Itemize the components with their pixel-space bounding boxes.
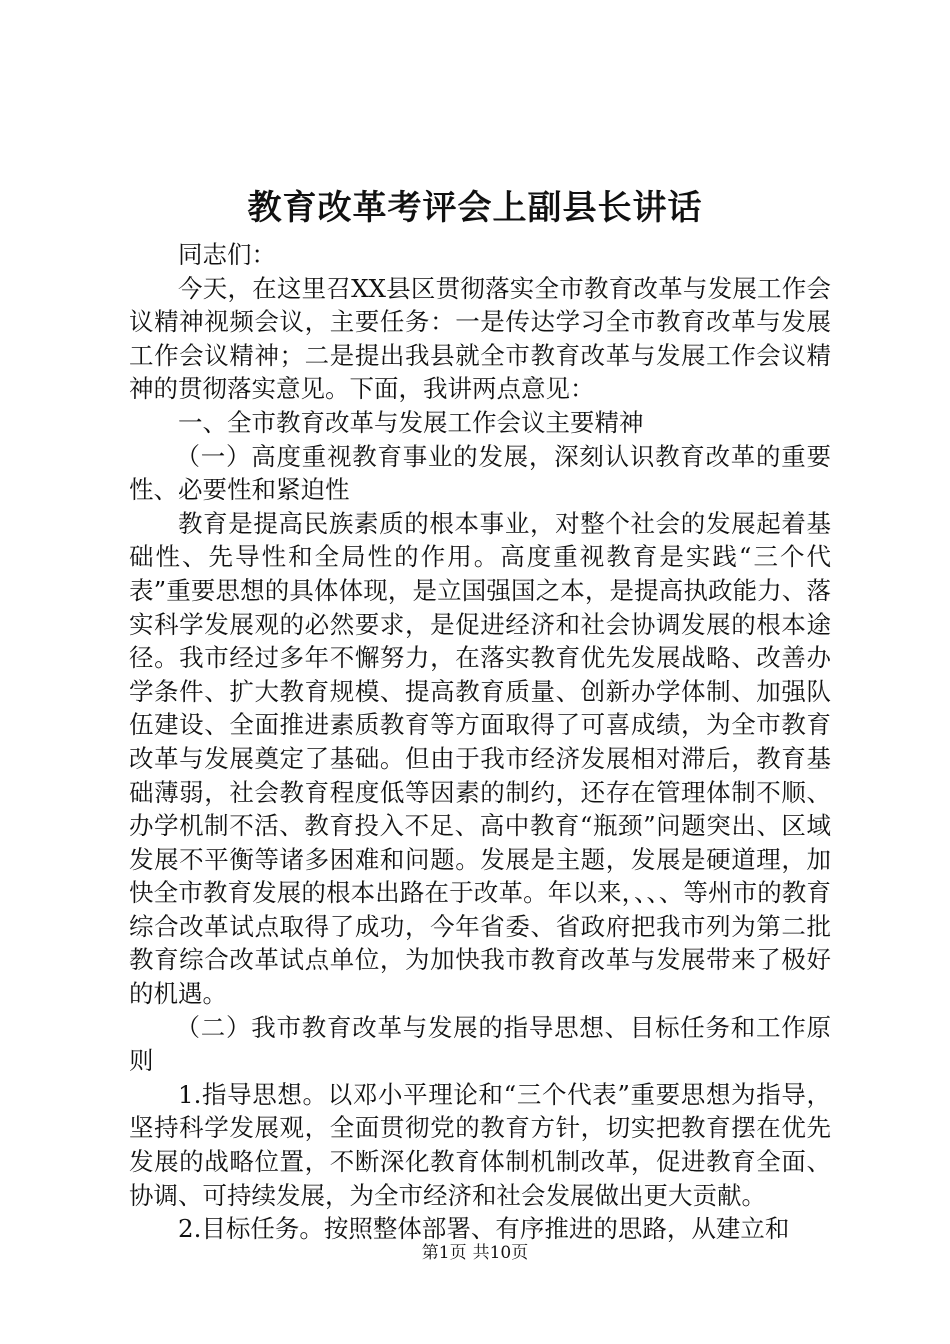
page-number: 第1页 [421,1243,467,1263]
page-footer [0,1242,950,1264]
subsection-heading-1: （一）高度重视教育事业的发展，深刻认识教育改革的重要性、必要性和紧迫性 [129,441,831,505]
subsection-heading-2: （二）我市教育改革与发展的指导思想、目标任务和工作原则 [129,1012,831,1076]
body-paragraph-2: 1.指导思想。以邓小平理论和“三个代表”重要思想为指导，坚持科学发展观，全面贯彻党的教育方针，切实把教育摆在优先发展的战略位置，不断深化教育体制机制改革，促进教育全面、协调、可持续发展，为全市经济和社会发展做出更大贡献。 [129,1079,831,1210]
body-paragraph-3: 2.目标任务。按照整体部署、有序推进的思路，从建立和 [178,1214,790,1244]
salutation-paragraph: 同志们： [178,240,276,269]
intro-paragraph: 今天，在这里召XX县区贯彻落实全市教育改革与发展工作会议精神视频会议，主要任务：一是传达学习全市教育改革与发展工作会议精神；二是提出我县就全市教育改革与发展工作会议精神的贯彻落实意见。下面，我讲两点意见： [129,273,831,404]
body-paragraph-1: 教育是提高民族素质的根本事业，对整个社会的发展起着基础性、先导性和全局性的作用。高度重视教育是实践“三个代表”重要思想的具体体现，是立国强国之本，是提高执政能力、落实科学发展观的必然要求，是促进经济和社会协调发展的根本途径。我市经过多年不懈努力，在落实教育优先发展战略、改善办学条件、扩大教育规模、提高教育质量、创新办学体制、加强队伍建设、全面推进素质教育等方面取得了可喜成绩，为全市教育改革与发展奠定了基础。但由于我市经济发展相对滞后，教育基础薄弱，社会教育程度低等因素的制约，还存在管理体制不顺、办学机制不活、教育投入不足、高中教育“瓶颈”问题突出、区域发展不平衡等诸多困难和问题。发展是主题，发展是硬道理，加快全市教育发展的根本出路在于改革。年以来，、、、等州市的教育综合改革试点取得了成功，今年省委、省政府把我市列为第二批教育综合改革试点单位，为加快我市教育改革与发展带来了极好的机遇。 [129,508,831,1009]
section-heading-1: 一、全市教育改革与发展工作会议主要精神 [178,407,644,437]
page-total: 共10页 [472,1243,529,1263]
document-body [129,238,831,1246]
document-title: 教育改革考评会上副县长讲话 [247,188,703,228]
